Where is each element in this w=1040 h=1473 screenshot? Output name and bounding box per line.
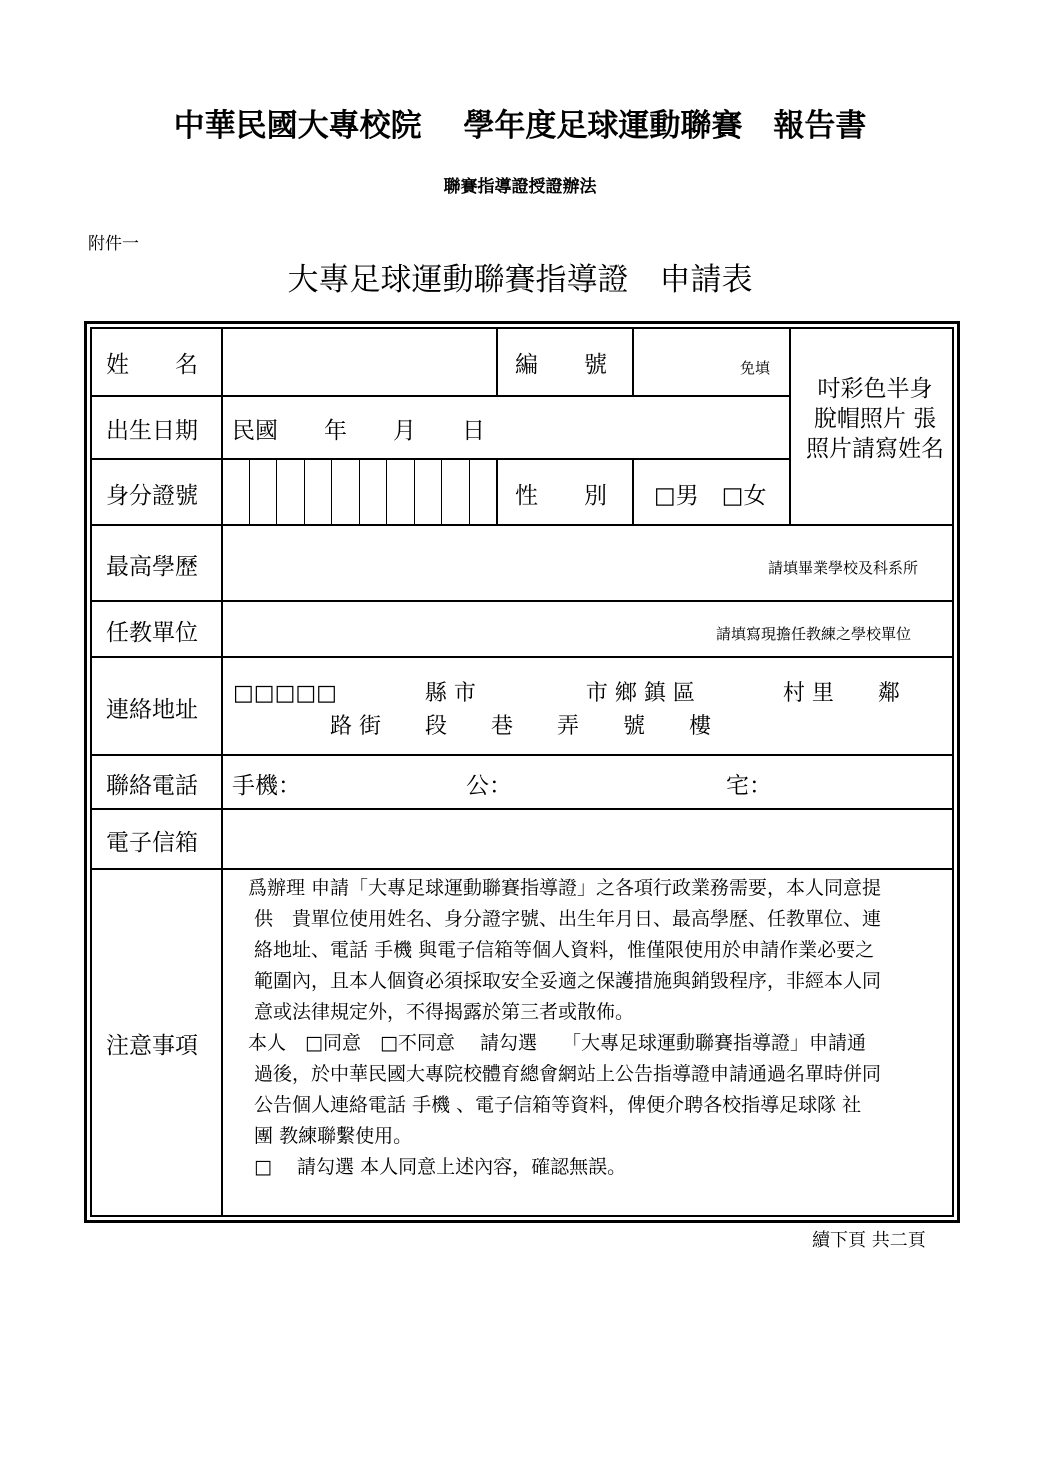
document-title: 中華民國大專校院 學年度足球運動聯賽 報告書	[173, 108, 867, 144]
notice-line: 供 貴單位使用姓名、身分證字號、出生年月日、最高學歷、任教單位、連	[248, 908, 882, 930]
form-title: 大專足球運動聯賽指導證 申請表	[287, 262, 753, 298]
id-digit-divider	[469, 458, 470, 524]
id-digit-divider	[386, 458, 387, 524]
home-phone-field[interactable]: 宅：	[726, 773, 772, 799]
photo-instructions[interactable]	[792, 374, 958, 464]
column-divider	[632, 458, 634, 524]
notice-line: 意或法律規定外，不得揭露於第三者或散佈。	[248, 1001, 635, 1023]
gender-label: 性 別	[515, 483, 607, 509]
notice-line: 絡地址、電話 手機 與電子信箱等個人資料，惟僅限使用於申請作業必要之	[248, 939, 875, 961]
document-subtitle: 聯賽指導證授證辦法	[443, 177, 597, 197]
column-divider	[496, 458, 498, 524]
row-divider	[90, 524, 954, 526]
gender-checkboxes[interactable]: □男 □女	[654, 483, 767, 509]
notice-label: 注意事項	[106, 1033, 198, 1059]
notice-text	[248, 873, 954, 1183]
education-label: 最高學歷	[106, 554, 198, 580]
consent-checkbox-line[interactable]: 本人 □同意 □不同意 請勾選 「大專足球運動聯賽指導證」申請通	[248, 1032, 866, 1054]
id-digit-divider	[441, 458, 442, 524]
id-digit-divider	[414, 458, 415, 524]
attachment-label: 附件一	[88, 234, 139, 254]
mobile-phone-field[interactable]: 手機：	[232, 773, 301, 799]
row-divider	[90, 754, 954, 756]
notice-line: 範圍內，且本人個資必須採取安全妥適之保護措施與銷毀程序，非經本人同	[248, 970, 882, 992]
confirm-checkbox-line[interactable]: □ 請勾選 本人同意上述內容，確認無誤。	[248, 1156, 627, 1178]
id-digit-divider	[304, 458, 305, 524]
row-divider	[90, 395, 790, 397]
address-label: 連絡地址	[106, 697, 198, 723]
column-divider	[632, 327, 634, 395]
row-divider	[90, 656, 954, 658]
office-phone-field[interactable]: 公：	[466, 773, 512, 799]
label-column-divider	[221, 327, 223, 1217]
name-label: 姓 名	[106, 352, 198, 378]
email-field[interactable]	[225, 812, 952, 866]
number-hint: 免填	[740, 359, 771, 377]
name-field[interactable]	[225, 329, 494, 393]
phone-label: 聯絡電話	[106, 773, 198, 799]
address-line-1[interactable]: □□□□□ 縣 市 市 鄉 鎮 區 村 里 鄰	[233, 681, 900, 706]
column-divider	[496, 327, 498, 395]
page-footer: 續下頁 共二頁	[812, 1230, 926, 1251]
row-divider	[90, 600, 954, 602]
id-digit-divider	[276, 458, 277, 524]
teaching-unit-label: 任教單位	[106, 620, 198, 646]
id-digit-divider	[249, 458, 250, 524]
photo-column-divider	[789, 327, 791, 524]
notice-line: 公告個人連絡電話 手機 、電子信箱等資料，俾便介聘各校指導足球隊 社	[248, 1094, 862, 1116]
photo-instruction-line: 吋彩色半身	[817, 376, 933, 402]
row-divider	[90, 808, 954, 810]
notice-line: 過後，於中華民國大專院校體育總會網站上公告指導證申請通過名單時併同	[248, 1063, 882, 1085]
teaching-unit-hint: 請填寫現擔任教練之學校單位	[716, 625, 912, 643]
photo-instruction-line: 照片請寫姓名	[806, 436, 944, 462]
email-label: 電子信箱	[106, 830, 198, 856]
number-label: 編 號	[515, 352, 607, 378]
address-line-2[interactable]: 路 街 段 巷 弄 號 樓	[330, 714, 711, 739]
row-divider	[90, 458, 790, 460]
birth-date-label: 出生日期	[106, 418, 198, 444]
photo-instruction-line: 脫帽照片 張	[813, 406, 937, 432]
birth-date-field[interactable]: 民國 年 月 日	[232, 418, 485, 444]
notice-line: 團 教練聯繫使用。	[248, 1125, 413, 1147]
notice-line: 爲辦理 申請「大專足球運動聯賽指導證」之各項行政業務需要，本人同意提	[248, 877, 882, 899]
id-digit-divider	[331, 458, 332, 524]
education-hint: 請填畢業學校及科系所	[768, 559, 919, 577]
id-digit-divider	[359, 458, 360, 524]
row-divider	[90, 868, 954, 870]
id-number-label: 身分證號	[106, 483, 198, 509]
